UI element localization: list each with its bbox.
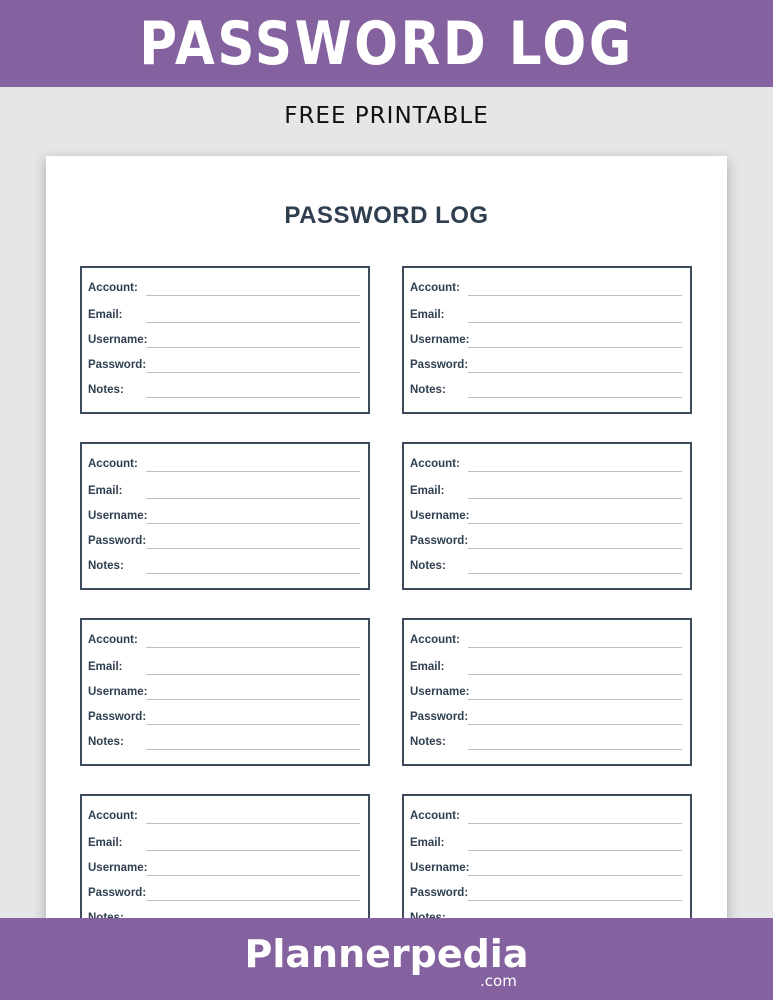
field-label: Username: [410, 862, 470, 874]
field-label: Email: [88, 837, 123, 849]
card-field [88, 862, 360, 878]
field-label: Username: [88, 510, 148, 522]
brand-logo[interactable]: Plannerpedia [244, 932, 529, 976]
writing-line[interactable] [146, 724, 360, 725]
field-label: Username: [88, 334, 148, 346]
field-label: Password: [410, 535, 469, 547]
writing-line[interactable] [146, 699, 360, 700]
writing-line[interactable] [468, 322, 682, 323]
field-label: Account: [88, 810, 138, 822]
writing-line[interactable] [146, 850, 360, 851]
card-field [410, 510, 682, 526]
field-label: Account: [410, 810, 460, 822]
writing-line[interactable] [146, 347, 360, 348]
card-field [88, 535, 360, 551]
card-field [88, 384, 360, 400]
card-field [88, 359, 360, 375]
writing-line[interactable] [146, 397, 360, 398]
card-field [88, 711, 360, 727]
brand-domain: .com [480, 972, 517, 990]
card-field [410, 686, 682, 702]
password-card [402, 794, 692, 926]
field-label: Password: [410, 887, 469, 899]
password-card [402, 618, 692, 766]
writing-line[interactable] [468, 699, 682, 700]
field-label: Notes: [88, 736, 124, 748]
field-label: Password: [88, 535, 147, 547]
writing-line[interactable] [468, 749, 682, 750]
field-label: Password: [410, 711, 469, 723]
field-label: Account: [88, 282, 138, 294]
field-label: Password: [88, 359, 147, 371]
writing-line[interactable] [146, 749, 360, 750]
field-label: Username: [88, 686, 148, 698]
field-label: Username: [410, 686, 470, 698]
writing-line[interactable] [146, 322, 360, 323]
card-field [88, 510, 360, 526]
card-field [410, 887, 682, 903]
card-field [410, 485, 682, 501]
card-field [410, 736, 682, 752]
password-card [402, 442, 692, 590]
card-field [88, 485, 360, 501]
printable-sheet [46, 156, 727, 926]
card-field [88, 736, 360, 752]
writing-line[interactable] [468, 498, 682, 499]
writing-line[interactable] [146, 573, 360, 574]
writing-line[interactable] [146, 471, 360, 472]
writing-line[interactable] [468, 372, 682, 373]
password-card [80, 442, 370, 590]
card-field [410, 560, 682, 576]
card-field [410, 458, 682, 474]
top-banner [0, 0, 773, 87]
card-field [88, 634, 360, 650]
password-card [80, 794, 370, 926]
field-label: Notes: [410, 384, 446, 396]
field-label: Username: [410, 510, 470, 522]
field-label: Username: [88, 862, 148, 874]
writing-line[interactable] [468, 295, 682, 296]
password-card [80, 618, 370, 766]
writing-line[interactable] [146, 900, 360, 901]
writing-line[interactable] [468, 471, 682, 472]
card-field [410, 359, 682, 375]
card-field [410, 282, 682, 298]
field-label: Email: [88, 485, 123, 497]
writing-line[interactable] [146, 372, 360, 373]
writing-line[interactable] [468, 347, 682, 348]
card-field [410, 837, 682, 853]
field-label: Account: [410, 458, 460, 470]
bottom-banner [0, 918, 773, 1000]
field-label: Username: [410, 334, 470, 346]
writing-line[interactable] [468, 548, 682, 549]
card-field [410, 634, 682, 650]
card-field [88, 334, 360, 350]
card-field [410, 711, 682, 727]
field-label: Notes: [410, 736, 446, 748]
card-field [410, 535, 682, 551]
field-label: Notes: [410, 560, 446, 572]
card-field [88, 309, 360, 325]
field-label: Account: [410, 282, 460, 294]
writing-line[interactable] [468, 724, 682, 725]
banner-title: PASSWORD LOG [139, 8, 634, 79]
subtitle: FREE PRINTABLE [284, 103, 489, 129]
writing-line[interactable] [146, 295, 360, 296]
card-field [410, 309, 682, 325]
card-field [88, 686, 360, 702]
writing-line[interactable] [468, 674, 682, 675]
field-label: Notes: [88, 384, 124, 396]
card-field [88, 458, 360, 474]
writing-line[interactable] [468, 823, 682, 824]
card-field [88, 282, 360, 298]
writing-line[interactable] [146, 647, 360, 648]
writing-line[interactable] [468, 523, 682, 524]
field-label: Email: [410, 837, 445, 849]
writing-line[interactable] [146, 523, 360, 524]
field-label: Account: [410, 634, 460, 646]
field-label: Account: [88, 458, 138, 470]
card-field [410, 862, 682, 878]
card-field [88, 810, 360, 826]
password-card [402, 266, 692, 414]
field-label: Email: [88, 661, 123, 673]
writing-line[interactable] [468, 573, 682, 574]
card-field [410, 384, 682, 400]
writing-line[interactable] [468, 875, 682, 876]
field-label: Email: [410, 309, 445, 321]
card-field [88, 560, 360, 576]
field-label: Password: [88, 887, 147, 899]
writing-line[interactable] [146, 548, 360, 549]
writing-line[interactable] [146, 498, 360, 499]
field-label: Password: [410, 359, 469, 371]
card-field [88, 887, 360, 903]
writing-line[interactable] [146, 875, 360, 876]
field-label: Notes: [88, 560, 124, 572]
writing-line[interactable] [468, 850, 682, 851]
writing-line[interactable] [146, 674, 360, 675]
field-label: Email: [410, 485, 445, 497]
field-label: Account: [88, 634, 138, 646]
card-field [410, 661, 682, 677]
writing-line[interactable] [146, 823, 360, 824]
field-label: Email: [88, 309, 123, 321]
card-field [410, 810, 682, 826]
card-field [88, 837, 360, 853]
writing-line[interactable] [468, 397, 682, 398]
card-field [88, 661, 360, 677]
card-field [410, 334, 682, 350]
writing-line[interactable] [468, 900, 682, 901]
field-label: Email: [410, 661, 445, 673]
sheet-title: PASSWORD LOG [284, 202, 489, 229]
field-label: Password: [88, 711, 147, 723]
password-card [80, 266, 370, 414]
writing-line[interactable] [468, 647, 682, 648]
